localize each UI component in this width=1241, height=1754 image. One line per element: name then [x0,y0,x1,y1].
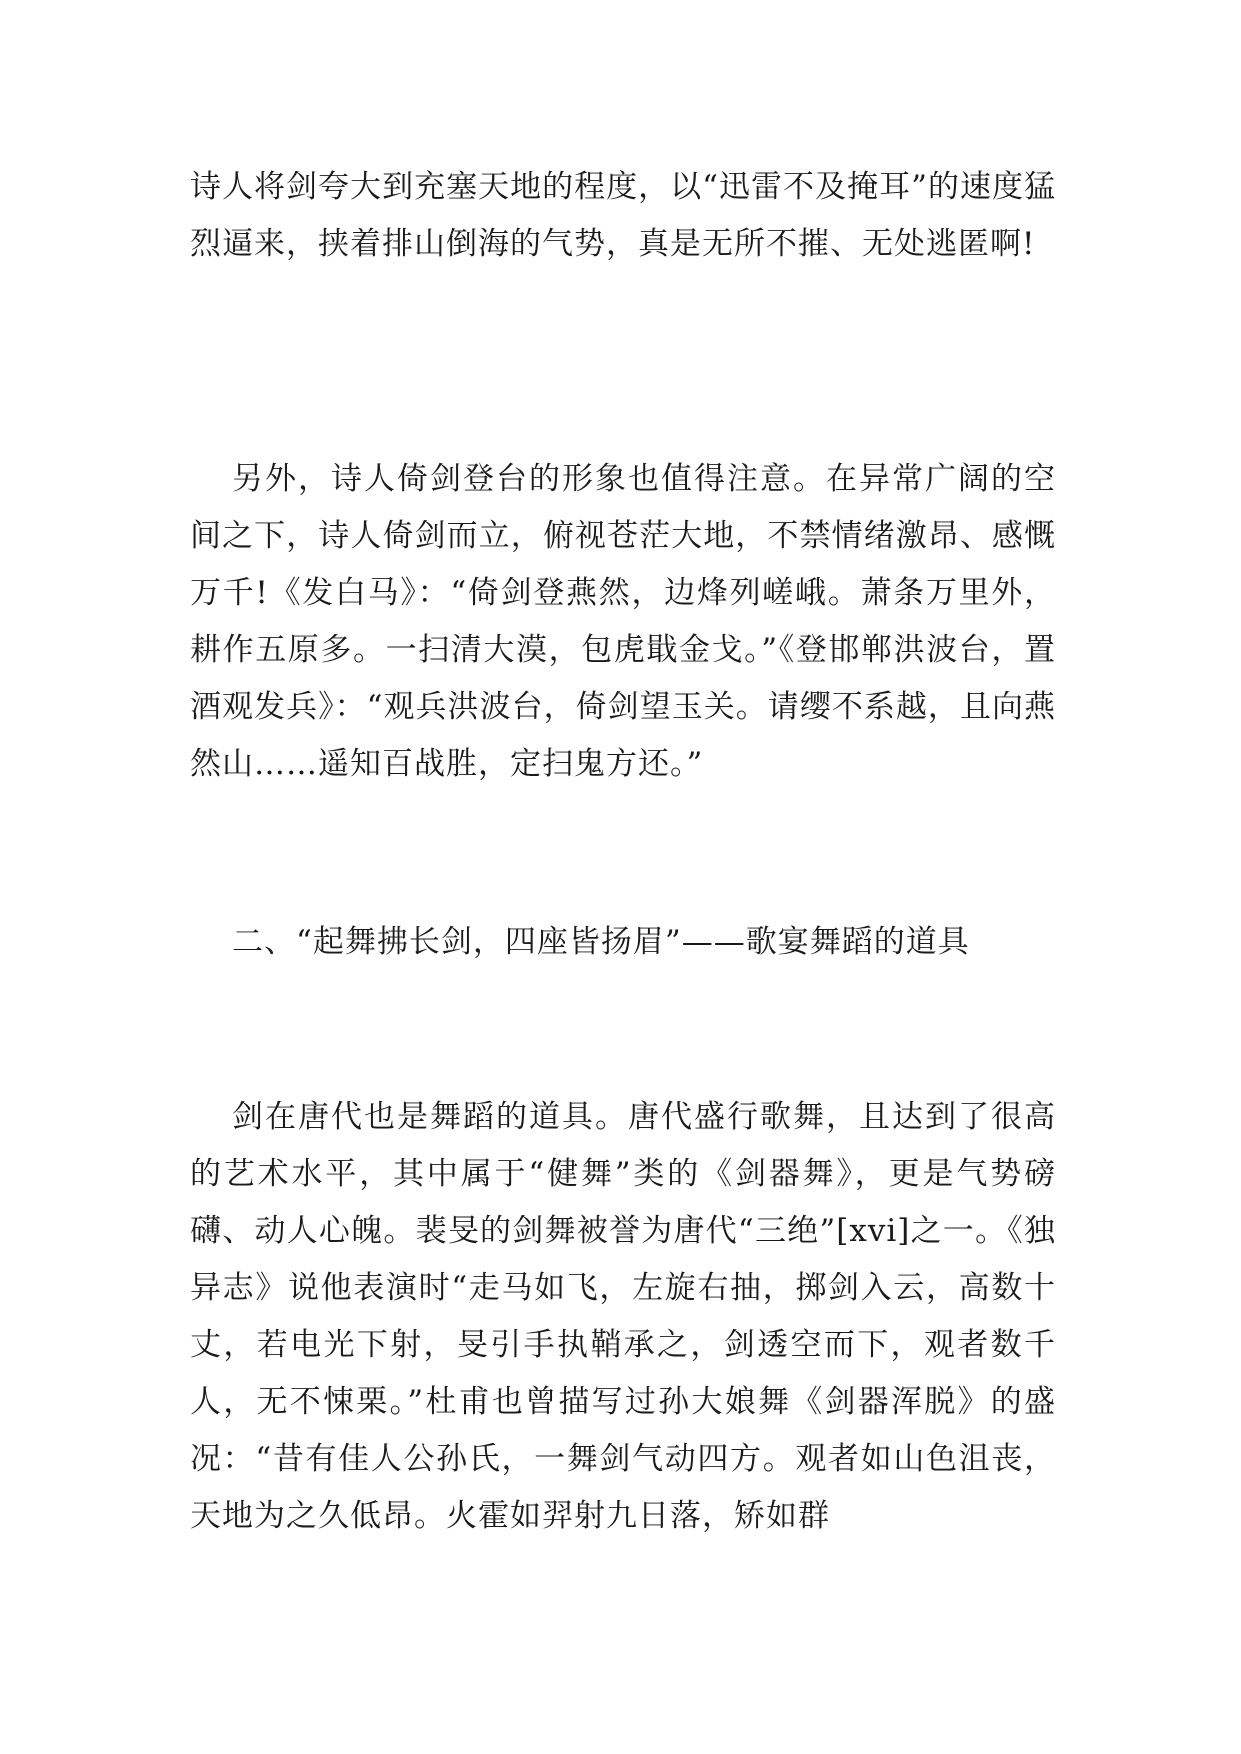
paragraph-sword-dance: 剑在唐代也是舞蹈的道具。唐代盛行歌舞，且达到了很高的艺术水平，其中属于“健舞”类的《剑器舞》，更是气势磅礴、动人心魄。裴旻的剑舞被誉为唐代“三绝”[xvi]之一。《独异志》说他表演时“走马如飞，左旋右抽，掷剑入云，高数十丈，若电光下射，旻引手执鞘承之，剑透空而下，观者数千人，无不悚栗。”杜甫也曾描写过孙大娘舞《剑器浑脱》的盛况：“昔有佳人公孙氏，一舞剑气动四方。观者如山色沮丧，天地为之久低昂。火霍如羿射九日落，矫如群 [190,1099,1056,1534]
paragraph-sword-exaggeration: 诗人将剑夸大到充塞天地的程度，以“迅雷不及掩耳”的速度猛烈逼来，挟着排山倒海的气势，真是无所不摧、无处逃匿啊! [190,169,1056,262]
section-heading: 二、“起舞拂长剑，四座皆扬眉”——歌宴舞蹈的道具 [232,924,970,960]
paragraph-poet-leaning-sword: 另外，诗人倚剑登台的形象也值得注意。在异常广阔的空间之下，诗人倚剑而立，俯视苍茫大地，不禁情绪激昂、感慨万千!《发白马》：“倚剑登燕然，边烽列嵯峨。萧条万里外，耕作五原多。一扫清大漠，包虎戢金戈。”《登邯郸洪波台，置酒观发兵》：“观兵洪波台，倚剑望玉关。请缨不系越，且向燕然山……遥知百战胜，定扫鬼方还。” [190,461,1056,782]
